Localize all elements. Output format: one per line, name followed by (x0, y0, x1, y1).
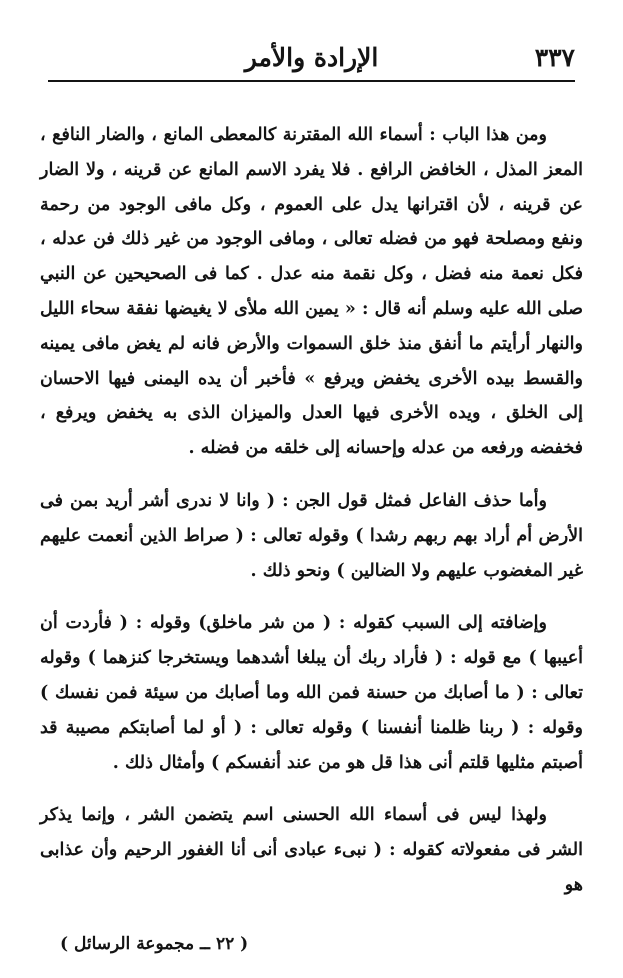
paragraph-3: وإضافته إلى السبب كقوله : ( من شر ماخلق) وقوله : ( فأردت أن أعيبها ) مع قوله : ( فأراد ربك أن يبلغا أشدهما ويستخرجا كنزهما ) وقوله تعالى : ( ما أصابك من حسنة فمن الله وما أصابك من سيئة فمن نفسك ) وقوله : ( ربنا ظلمنا أنفسنا ) وقوله تعالى : ( أو لما أصابتكم مصيبة قد أصبتم مثليها قلتم أنى هذا قل هو من عند أنفسكم ) وأمثال ذلك . (40, 613, 583, 773)
paragraph-2: وأما حذف الفاعل فمثل قول الجن : ( وانا لا ندرى أشر أريد بمن فى الأرض أم أراد بهم ربهم رشدا ) وقوله تعالى : ( صراط الذين أنعمت عليهم غير المغضوب عليهم ولا الضالين ) ونحو ذلك . (40, 490, 583, 581)
paragraph-1: ومن هذا الباب : أسماء الله المقترنة كالمعطى المانع ، والضار النافع ، المعز المذل ، الخافض الرافع . فلا يفرد الاسم المانع عن قرينه ، ولا الضار عن قرينه ، لأن اقترانها يدل على العموم ، وكل مافى الوجود من رحمة ونفع ومصلحة فهو من فضله تعالى ، ومافى الوجود من غير ذلك فن عدله ، فكل نعمة منه فضل ، وكل نقمة منه عدل . كما فى الصحيحين عن النبي صلى الله عليه وسلم أنه قال : « يمين الله ملأى لا يغيضها نفقة سحاء الليل والنهار أرأيتم ما أنفق منذ خلق السموات والأرض فانه لم يغض مافى يمينه والقسط بيده الأخرى يخفض ويرفع » فأخبر أن يده اليمنى فيها الاحسان إلى الخلق ، ويده الأخرى فيها العدل والميزان الذى به يخفض ويرفع ، فخفضه ورفعه من عدله وإحسانه إلى خلقه من فضله . (40, 125, 583, 459)
running-title: الإرادة والأمر (244, 43, 379, 72)
header-rule (48, 80, 575, 82)
page-header (48, 38, 575, 82)
collection-signature: ( ٢٢ ــ مجموعة الرسائل ) (60, 934, 249, 954)
body-text (40, 118, 583, 903)
page-number: ٣٣٧ (534, 43, 575, 72)
paragraph-4: ولهذا ليس فى أسماء الله الحسنى اسم يتضمن الشر ، وإنما يذكر الشر فى مفعولاته كقوله : ( نبىء عبادى أنى أنا الغفور الرحيم وأن عذابى هو (40, 805, 583, 895)
